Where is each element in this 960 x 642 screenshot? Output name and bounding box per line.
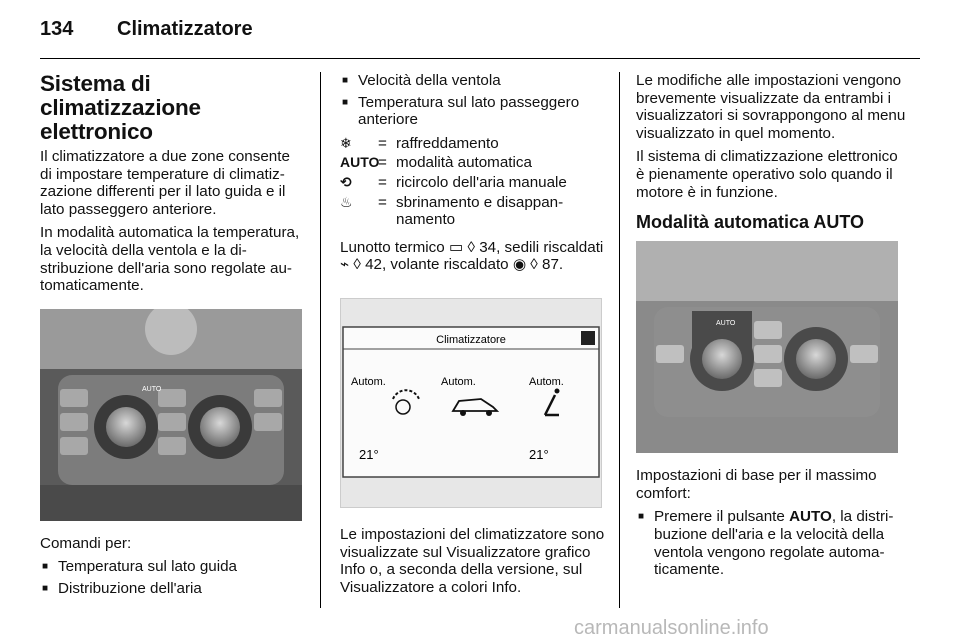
chapter-title: Climatizzatore xyxy=(117,18,253,40)
bullet-rest: , la distribuzione dell'aria e la velocità della ventola vengono regolate automaticamente. xyxy=(654,508,894,579)
symbol-legend xyxy=(340,135,605,229)
auto-mode-paragraph: In modalità automatica la temperatura, la velocità della ventola e la distribuzione dell'aria sono regolate automaticamente. xyxy=(40,224,300,295)
cooling-icon: ❄ xyxy=(340,134,352,151)
cross-references: Lunotto termico ▭ ◊ 34, sedili riscaldati ⌁ ◊ 42, volante riscaldato ◉ ◊ 87. xyxy=(340,238,604,274)
legend-row xyxy=(340,154,605,172)
engine-paragraph: Il sistema di climatizzazione elettronico è pienamente operativo solo quando il motore è in funzione. xyxy=(636,148,898,201)
legend-equals: = xyxy=(378,173,387,191)
bullet-prefix: Premere il pulsante xyxy=(654,508,790,526)
list-item: ■ Temperatura sul lato passeggero anteriore xyxy=(340,94,605,129)
legend-row xyxy=(340,135,605,153)
column-3 xyxy=(636,72,906,583)
temp-left: 21° xyxy=(359,446,379,462)
controls-heading: Comandi per: xyxy=(40,534,132,552)
column-2 xyxy=(340,72,605,602)
list-item: ■ Velocità della ventola xyxy=(340,72,605,90)
auto-mode-subtitle: Modalità automatica AUTO xyxy=(636,212,865,233)
legend-row xyxy=(340,194,605,229)
display-paragraph: Le impostazioni del climatizzatore sono visualizzate sul Visualizzatore grafico Info o, a seconda della versione, sul Visualizzatore a colori Info. xyxy=(340,525,605,596)
display-title: Climatizzatore xyxy=(436,333,506,346)
display-label: Autom. xyxy=(529,375,564,388)
legend-equals: = xyxy=(378,134,387,152)
column-divider xyxy=(320,72,321,608)
auto-steps-list xyxy=(636,508,906,578)
column-1 xyxy=(40,72,305,602)
display-label: Autom. xyxy=(441,375,476,388)
auto-button-label: AUTO xyxy=(142,385,162,393)
recirculation-icon: ⟲ xyxy=(340,173,352,190)
watermark: carmanualsonline.info xyxy=(574,617,769,639)
temp-right: 21° xyxy=(529,446,549,462)
intro-paragraph: Il climatizzatore a due zone consente di impostare temperature di climatizzazione differenti per il lato guida e il lato passeggero anteriore. xyxy=(40,148,290,218)
legend-equals: = xyxy=(378,193,387,211)
auto-label: AUTO xyxy=(340,154,380,171)
comfort-paragraph: Impostazioni di base per il massimo comfort: xyxy=(636,467,877,502)
legend-text: modalità automatica xyxy=(396,154,532,172)
legend-equals: = xyxy=(378,154,387,172)
controls-list xyxy=(340,72,605,129)
list-item: ■ Temperatura sul lato guida xyxy=(40,558,305,576)
auto-keyword: AUTO xyxy=(789,508,832,526)
list-item: ■ Distribuzione dell'aria xyxy=(40,580,305,598)
column-divider xyxy=(619,72,620,608)
legend-text: ricircolo dell'aria manuale xyxy=(396,173,567,191)
auto-button-photo xyxy=(636,241,898,453)
list-item xyxy=(636,508,906,578)
legend-row xyxy=(340,174,605,192)
legend-text: sbrinamento e disappannamento xyxy=(396,193,564,229)
auto-button-label: AUTO xyxy=(716,320,736,328)
control-panel-photo xyxy=(40,309,302,521)
defrost-icon: ♨ xyxy=(340,193,353,210)
display-label: Autom. xyxy=(351,375,386,388)
changes-paragraph: Le modifiche alle impostazioni vengono brevemente visualizzate da entrambi i visualizzatori si sovrappongono al menu visualizzato in quel momento. xyxy=(636,72,906,142)
page-number: 134 xyxy=(40,18,74,40)
climate-display-image xyxy=(340,298,602,508)
header-rule xyxy=(40,58,920,59)
controls-list xyxy=(40,558,305,597)
section-title: Sistema di climatizzazione elettronico xyxy=(40,71,201,144)
legend-text: raffreddamento xyxy=(396,134,499,152)
